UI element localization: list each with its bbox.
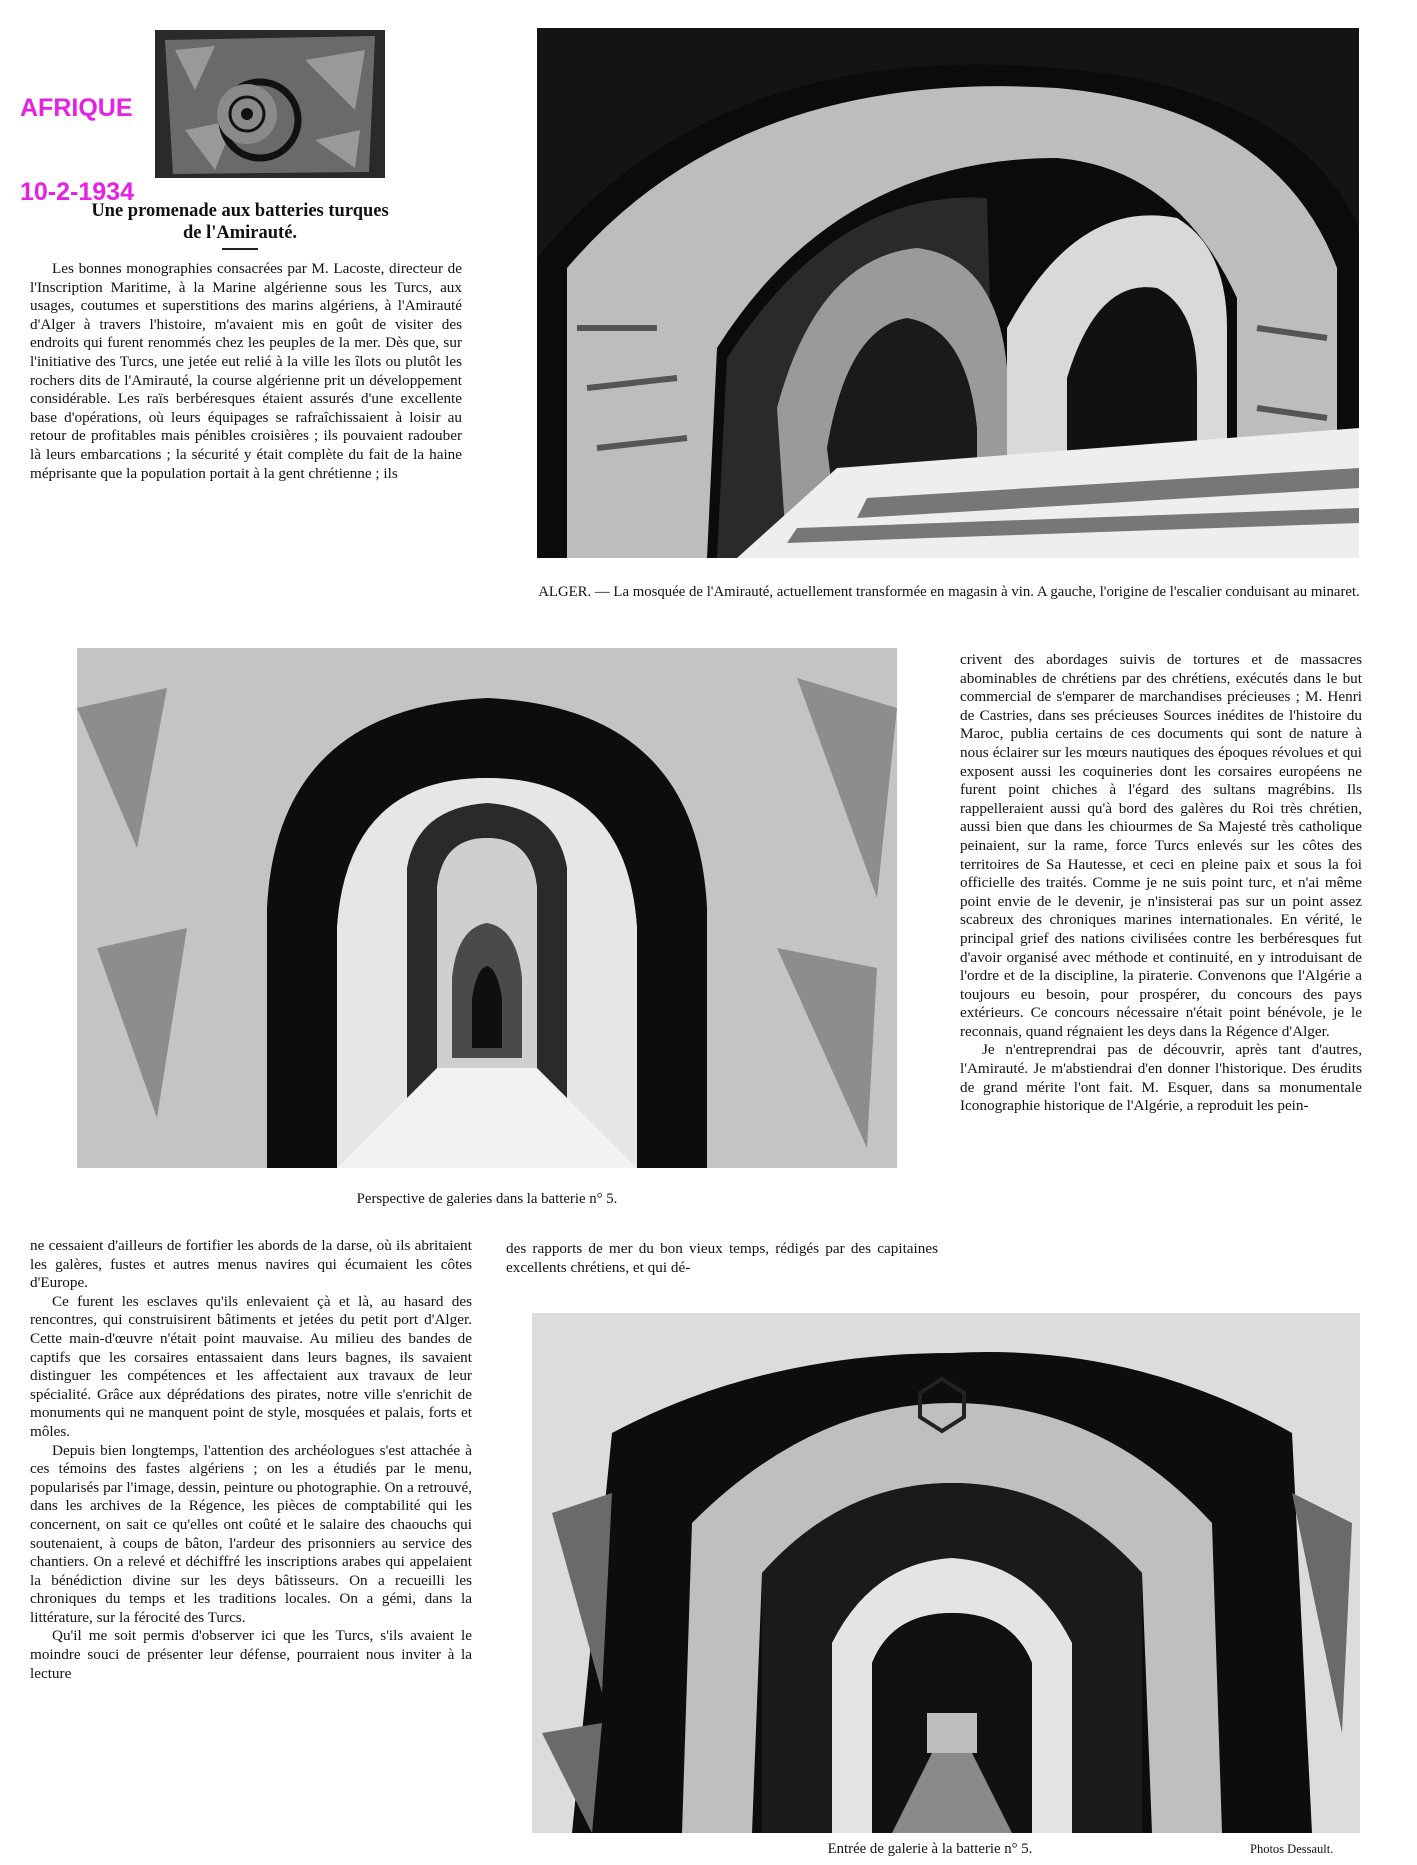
article-title — [30, 200, 450, 244]
column-3 — [506, 1240, 938, 1277]
column-1 — [30, 260, 462, 483]
caption-perspective: Perspective de galeries dans la batterie n° 5. — [356, 1191, 618, 1207]
caption-entrance: Entrée de galerie à la batterie n° 5. — [827, 1841, 1033, 1857]
paragraph: Depuis bien longtemps, l'attention des archéologues s'est attachée à ces témoins des fastes algériens ; on les a étudiés par le menu, popularisés par l'image, dessin, peinture ou photographie. On a retrouvé, dans les archives de la Régence, les pièces de comptabilité qui les concernent, on sait ce qu'elles ont coûté et le salaire des chaouchs qui soutenaient, à coups de bâton, l'ardeur des prisonniers au service des chantiers. On a relevé et déchiffré les inscriptions arabes qui appelaient la bénédiction divine sur les deys bâtisseurs. On a recueilli les chroniques du temps et les traditions locales. On a gémi, dans la littérature, sur la férocité des Turcs. — [30, 1441, 472, 1626]
paragraph: Je n'entreprendrai pas de découvrir, après tant d'autres, l'Amirauté. Je m'abstiendrai d'en donner l'historique. Des érudits de grand mérite l'ont fait. M. Esquer, dans sa monumentale Iconographie historique de l'Algérie, a reproduit les pein- — [960, 1041, 1362, 1115]
stamp-source: AFRIQUE — [20, 94, 133, 122]
caption-mosque: ALGER. — La mosquée de l'Amirauté, actuellement transformée en magasin à vin. A gauche, l'origine de l'escalier conduisant au minaret. — [538, 584, 1360, 600]
paragraph: ne cessaient d'ailleurs de fortifier les abords de la darse, où ils abritaient les galères, fustes et autres menus navires qui écumaient les côtes d'Europe. — [30, 1237, 472, 1292]
paragraph: crivent des abordages suivis de tortures et de massacres abominables de chrétiens par des chrétiens, exécutés dans le but commercial de s'emparer de marchandises précieuses ; M. Henri de Castries, dans ses précieuses Sources inédites de l'histoire du Maroc, publia certains de ces documents qui sont de nature à nous éclairer sur les mœurs nautiques des époques révolues et qui exposent aussi les coquineries dont les corsaires européens ne furent point chiches à l'égard des sultans magrébins. Ils rappelleraient aussi qu'à bord des galères du Roi très chrétien, aussi bien que dans les chiourmes de Sa Majesté très catholique peinaient, sur la rame, force Turcs enlevés sur les côtes des territoires de Sa Hautesse, et ceci en pleine paix et sous la foi officielle des traités. Comme je ne suis point turc, et n'ai même point envie de le devenir, je n'insisterai pas sur un point assez scabreux des chroniques marines internationales. En vérité, le principal grief des nations civilisées contre les berbéresques fut d'avoir organisé avec méthode et continuité, en y introduisant de l'ordre et de la discipline, la piraterie. Convenons que l'Algérie a toujours eu besoin, pour prospérer, du concours des pays extérieurs. Ce concours nécessaire n'était point bénévole, je le reconnais, quand régnaient les deys dans la Régence d'Alger. — [960, 651, 1362, 1040]
stamp-date: 10-2-1934 — [20, 178, 134, 206]
entrance-photo — [532, 1313, 1360, 1833]
paragraph: Ce furent les esclaves qu'ils enlevaient çà et là, au hasard des rencontres, qui construisirent bâtiments et jetées du petit port d'Alger. Cette main-d'œuvre n'était point mauvaise. Au milieu des bandes de captifs que les corsaires entassaient dans leurs bagnes, ils savaient distinguer les compétences et les affectaient aux travaux de leur spécialité. Grâce aux déprédations des pirates, notre ville s'enrichit de monuments qui ne manquent point de style, mosquées et palais, forts et môles. — [30, 1292, 472, 1440]
title-line-2: de l'Amirauté. — [182, 223, 298, 243]
emblem-photo — [155, 30, 385, 178]
mosque-photo — [537, 28, 1359, 558]
photo-credit: Photos Dessault. — [1250, 1842, 1334, 1856]
paragraph: Qu'il me soit permis d'observer ici que les Turcs, s'ils avaient le moindre souci de présenter leur défense, pourraient nous inviter à la lecture — [30, 1627, 472, 1682]
column-2 — [30, 1237, 472, 1683]
paragraph: Les bonnes monographies consacrées par M. Lacoste, directeur de l'Inscription Maritime, à la Marine algérienne sous les Turcs, aux usages, coutumes et superstitions des marins algériens, à l'Amirauté d'Alger à travers l'histoire, m'avaient mis en goût de visiter des endroits qui furent renommés chez les peuples de la mer. Dès que, sur l'initiative des Turcs, une jetée eut relié à la ville les îlots ou plutôt les rochers dits de l'Amirauté, la course algérienne prit un développement considérable. Les raïs berbéresques étaient assurés d'une excellente base d'opérations, où leurs équipages se rafraîchissaient à loisir au retour de profitables mais pénibles croisières ; ils pouvaient radouber là leurs embarcations ; la sécurité y était complète du fait de la haine méprisante que la population portait à la gent chrétienne ; ils — [30, 260, 462, 482]
perspective-photo — [77, 648, 897, 1168]
paragraph: des rapports de mer du bon vieux temps, rédigés par des capitaines excellents chrétiens, et qui dé- — [506, 1240, 938, 1276]
column-4 — [960, 651, 1362, 1116]
title-rule — [222, 248, 258, 250]
title-line-1: Une promenade aux batteries turques — [91, 201, 389, 221]
